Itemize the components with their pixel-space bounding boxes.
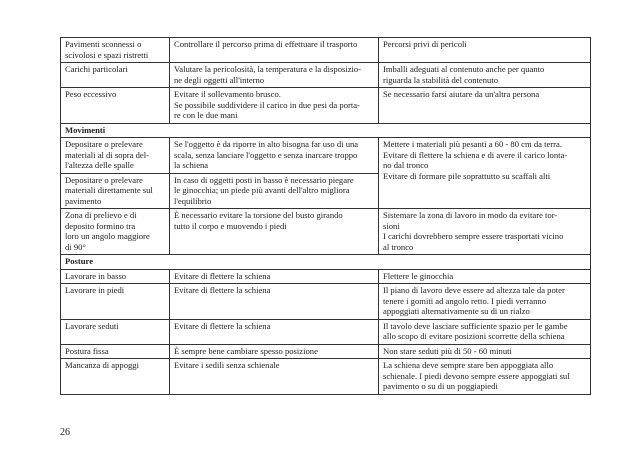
solution-cell [379, 269, 591, 284]
action-cell [170, 38, 379, 63]
action-cell [170, 284, 379, 320]
cell-line: Lavorare in basso [65, 270, 127, 281]
cell-line: Depositare o prelevare [65, 174, 143, 185]
cell-line: riguarda la stabilità del contenuto [383, 74, 499, 85]
table-row [61, 359, 591, 395]
cell-line: Evitare di flettere la schiena [174, 320, 271, 331]
solution-cell [379, 284, 591, 320]
cell-line: tutto il corpo e muovendo i piedi [174, 220, 287, 231]
risk-cell [61, 359, 170, 395]
solution-cell [379, 209, 591, 255]
cell-line: Percorsi privi di pericoli [383, 39, 467, 49]
action-cell [170, 319, 379, 344]
cell-line: Pavimenti sconnessi o [65, 39, 142, 49]
cell-line: Valutare la pericolosità, la temperatura e la disposizio- [174, 64, 362, 74]
cell-line: pavimento o su di un poggiapiedi [383, 381, 498, 391]
risk-cell [61, 284, 170, 320]
cell-line: Evitare di formare pile soprattutto su scaffali alti [383, 170, 551, 181]
section-heading: Movimenti [61, 123, 591, 138]
section-row-movimenti [61, 123, 591, 138]
cell-line: scivolosi e spazi ristretti [65, 49, 149, 60]
solution-cell [379, 38, 591, 63]
risk-cell [61, 344, 170, 359]
solution-cell [379, 319, 591, 344]
cell-line: appoggiati alternativamente su di un rialzo [383, 306, 530, 316]
section-heading: Posture [61, 255, 591, 270]
cell-line: tenere i gomiti ad angolo retto. I piedi verranno [383, 295, 546, 306]
table-row [61, 344, 591, 359]
cell-line: Evitare di flettere la schiena [174, 285, 271, 295]
risk-cell [61, 269, 170, 284]
cell-line: È necessario evitare la torsione del busto girando [174, 210, 343, 220]
cell-line: Zona di prelievo e di [65, 210, 137, 220]
cell-line: Postura fissa [65, 345, 109, 356]
cell-line: Mancanza di appoggi [65, 360, 139, 370]
cell-line: loro un angolo maggiore [65, 231, 150, 241]
table-row [61, 63, 591, 88]
table-row [61, 284, 591, 320]
action-cell [170, 344, 379, 359]
solution-cell [379, 88, 591, 124]
action-cell [170, 173, 379, 209]
page-number: 26 [60, 427, 70, 438]
cell-line: Evitare i sedili senza schienale [174, 360, 280, 370]
cell-line: In caso di oggetti posti in basso è necessario piegare [174, 174, 354, 185]
action-cell [170, 269, 379, 284]
risk-cell [61, 173, 170, 209]
action-cell [170, 88, 379, 124]
cell-line: l'equilibrio [174, 195, 212, 206]
action-cell [170, 63, 379, 88]
cell-line: Se possibile suddividere il carico in due pesi da porta- [174, 99, 360, 110]
action-cell [170, 138, 379, 174]
cell-line: Evitare il sollevamento brusco. [174, 89, 281, 99]
table-row [61, 209, 591, 255]
cell-line: l'altezza delle spalle [65, 160, 134, 170]
cell-line: Se necessario farsi aiutare da un'altra persona [383, 89, 540, 99]
cell-line: La schiena deve sempre stare ben appoggiata allo [383, 360, 554, 370]
cell-line: Il tavolo deve lasciare sufficiente spazio per le gambe [383, 320, 568, 331]
safety-table [60, 37, 591, 395]
cell-line: Flettere le ginocchia [383, 270, 454, 281]
solution-cell [379, 63, 591, 88]
risk-cell [61, 138, 170, 174]
cell-line: di 90° [65, 241, 86, 252]
table-row [61, 138, 591, 174]
cell-line: Depositare o prelevare [65, 139, 143, 149]
cell-line: scala, senza lanciare l'oggetto e senza inarcare troppo [174, 149, 358, 160]
table-row [61, 319, 591, 344]
cell-line: materiali al di sopra del- [65, 149, 149, 160]
cell-line: deposito formino tra [65, 220, 136, 231]
risk-cell [61, 88, 170, 124]
cell-line: Controllare il percorso prima di effettuare il trasporto [174, 39, 358, 49]
cell-line: Lavorare in piedi [65, 285, 125, 295]
cell-line: Peso eccessivo [65, 89, 117, 99]
risk-cell [61, 319, 170, 344]
cell-line: re con le due mani [174, 110, 238, 120]
risk-cell [61, 209, 170, 255]
risk-cell [61, 63, 170, 88]
cell-line: Sistemare la zona di lavoro in modo da evitare tor- [383, 210, 558, 220]
table-body [61, 38, 591, 395]
cell-line: Il piano di lavoro deve essere ad altezza tale da poter [383, 285, 565, 295]
cell-line: Non stare seduti più di 50 - 60 minuti [383, 345, 512, 356]
cell-line: È sempre bene cambiare spesso posizione [174, 345, 318, 356]
cell-line: al tronco [383, 241, 414, 252]
risk-cell [61, 38, 170, 63]
cell-line: materiali direttamente sul [65, 185, 153, 195]
cell-line: ne degli oggetti all'interno [174, 74, 265, 85]
section-row-posture [61, 255, 591, 270]
action-cell [170, 209, 379, 255]
cell-line: Mettere i materiali più pesanti a 60 - 80 cm da terra. [383, 139, 562, 149]
table-row [61, 269, 591, 284]
cell-line: Carichi particolari [65, 64, 128, 74]
cell-line: Se l'oggetto è da riporre in alto bisogna far uso di una [174, 139, 359, 149]
cell-line: Evitare di flettere la schiena e di avere il carico lonta- [383, 149, 568, 160]
cell-line: allo scopo di evitare posizioni scorrette della schiena [383, 331, 565, 341]
solution-cell [379, 138, 591, 209]
cell-line: le ginocchia; un piede più avanti dell'altro migliora [174, 185, 350, 195]
cell-line: sioni [383, 220, 400, 231]
cell-line: I carichi dovrebbero sempre essere trasportati vicino [383, 231, 564, 241]
action-cell [170, 359, 379, 395]
cell-line: Imballi adeguati al contenuto anche per quanto [383, 64, 545, 74]
table-row [61, 38, 591, 63]
solution-cell [379, 359, 591, 395]
cell-line: schienale. I piedi devono sempre essere appoggiati sul [383, 370, 570, 381]
cell-line: no dal tronco [383, 160, 429, 170]
table-row [61, 88, 591, 124]
solution-cell [379, 344, 591, 359]
cell-line: Lavorare seduti [65, 320, 119, 331]
cell-line: Evitare di flettere la schiena [174, 270, 271, 281]
cell-line: pavimento [65, 195, 102, 206]
cell-line: la schiena [174, 160, 209, 170]
